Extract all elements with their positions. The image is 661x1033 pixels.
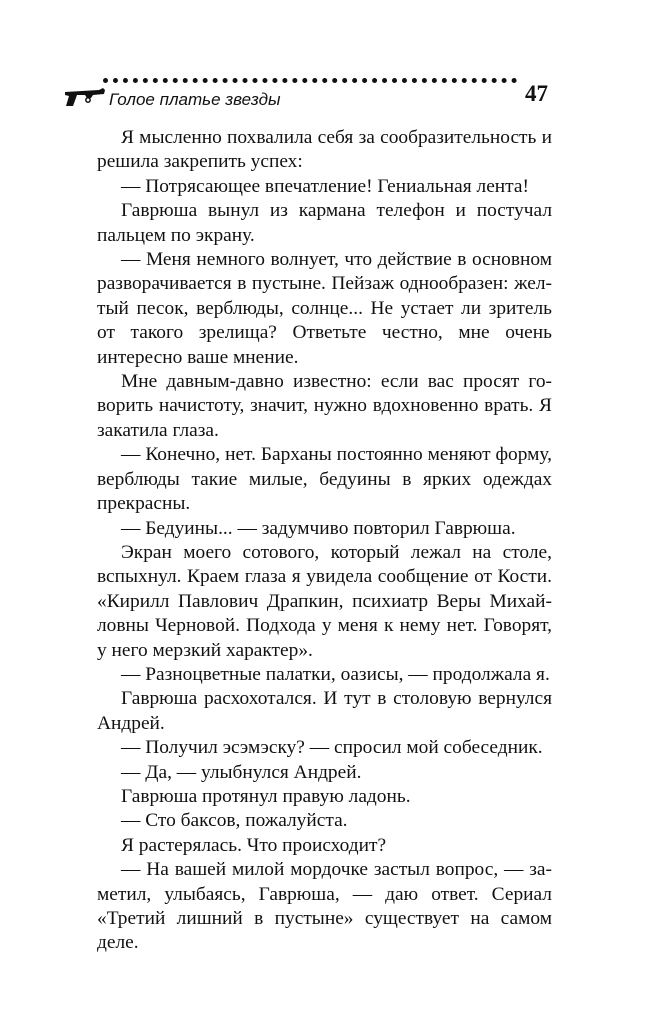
paragraph: Я мысленно похвалила себя за сообразительность и решила закрепить успех: [97, 127, 552, 173]
paragraph: Экран моего сотового, который лежал на столе, вспыхнул. Краем глаза я увидела сообщение от Кости. «Кирилл Павлович Драпкин, психиатр Веры Михайловны Черновой. Подхода у меня к нему нет. Говорят, у него мерзкий характер». [97, 541, 552, 661]
paragraph: — Сто баксов, пожалуйста. [121, 810, 348, 832]
running-head [63, 78, 563, 118]
paragraph: Мне давным-давно известно: если вас просят говорить начистоту, значит, нужно вдохновенно врать. Я закатила глаза. [97, 371, 552, 441]
running-title: Голое платье звезды [109, 90, 281, 109]
body-text [97, 126, 552, 956]
paragraph: — Потрясающее впечатление! Гениальная лента! [121, 175, 529, 197]
revolver-icon [63, 86, 107, 108]
paragraph: — Меня немного волнует, что действие в основном разворачивается в пустыне. Пейзаж однообразен: желтый песок, верблюды, солнце... Не устает ли зритель от такого зрелища? Ответьте честно, мне очень интересно ваше мнение. [97, 249, 552, 368]
paragraph: — На вашей милой мордочке застыл вопрос, — заметил, улыбаясь, Гаврюша, — даю ответ. Сериал «Третий лишний в пустыне» существует на самом деле. [97, 859, 552, 954]
paragraph: Я растерялась. Что происходит? [121, 834, 387, 856]
page-number: 47 [525, 81, 548, 106]
paragraph: Гаврюша расхохотался. И тут в столовую вернулся Андрей. [97, 688, 552, 734]
paragraph: — Да, — улыбнулся Андрей. [121, 761, 362, 783]
paragraph: — Разноцветные палатки, оазисы, — продолжала я. [121, 663, 550, 685]
paragraph: — Конечно, нет. Барханы постоянно меняют форму, верблюды такие милые, бедуины в ярких одеждах прекрасны. [97, 444, 552, 515]
paragraph: — Бедуины... — задумчиво повторил Гаврюша. [121, 517, 516, 539]
paragraph: Гаврюша вынул из кармана телефон и постучал пальцем по экрану. [97, 200, 552, 246]
paragraph: — Получил эсэмэску? — спросил мой собеседник. [121, 737, 543, 759]
paragraph: Гаврюша протянул правую ладонь. [121, 785, 411, 807]
